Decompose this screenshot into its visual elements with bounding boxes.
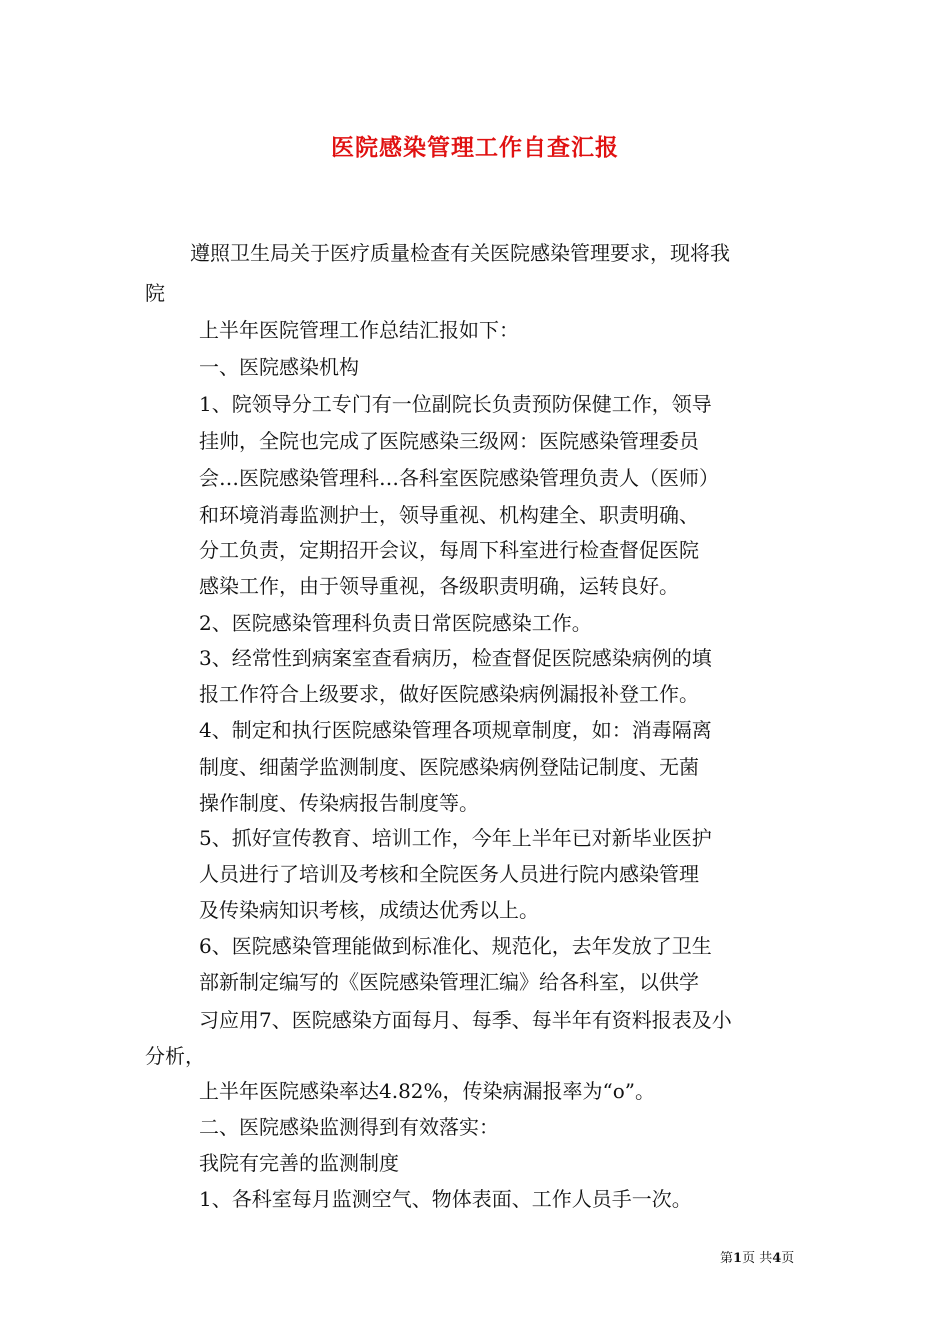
body-line: 感染工作，由于领导重视，各级职责明确，运转良好。 [199, 574, 679, 598]
body-line: 挂帅，全院也完成了医院感染三级网：医院感染管理委员 [199, 429, 699, 453]
body-line: 人员进行了培训及考核和全院医务人员进行院内感染管理 [199, 862, 699, 886]
body-line: 操作制度、传染病报告制度等。 [199, 791, 479, 815]
body-line: 会…医院感染管理科…各科室医院感染管理负责人（医师） [199, 466, 719, 490]
page-footer [720, 1250, 794, 1268]
body-line: 部新制定编写的《医院感染管理汇编》给各科室，以供学 [199, 970, 699, 994]
body-line: 及传染病知识考核，成绩达优秀以上。 [199, 898, 539, 922]
body-line: 报工作符合上级要求，做好医院感染病例漏报补登工作。 [199, 682, 699, 706]
body-line: 5、抓好宣传教育、培训工作，今年上半年已对新毕业医护 [199, 826, 712, 850]
body-line: 我院有完善的监测制度 [199, 1151, 399, 1175]
document-title: 医院感染管理工作自查汇报 [331, 134, 619, 161]
body-line: 2、医院感染管理科负责日常医院感染工作。 [199, 611, 592, 635]
body-line: 分工负责，定期招开会议，每周下科室进行检查督促医院 [199, 538, 699, 562]
body-line: 习应用7、医院感染方面每月、每季、每半年有资料报表及小 [199, 1008, 732, 1032]
body-line: 制度、细菌学监测制度、医院感染病例登陆记制度、无菌 [199, 755, 699, 779]
body-line: 1、院领导分工专门有一位副院长负责预防保健工作，领导 [199, 392, 712, 416]
body-line: 分析， [145, 1044, 205, 1068]
footer-suffix: 页 [781, 1251, 795, 1266]
body-line: 二、医院感染监测得到有效落实： [199, 1115, 499, 1139]
body-line: 一、医院感染机构 [199, 355, 359, 379]
footer-middle: 页 共 [742, 1251, 773, 1266]
footer-prefix: 第 [720, 1251, 734, 1266]
body-line: 4、制定和执行医院感染管理各项规章制度，如：消毒隔离 [199, 718, 712, 742]
body-line: 3、经常性到病案室查看病历，检查督促医院感染病例的填 [199, 646, 712, 670]
body-line: 和环境消毒监测护士，领导重视、机构建全、职责明确、 [199, 503, 699, 527]
total-pages-number: 4 [772, 1251, 782, 1266]
body-line: 6、医院感染管理能做到标准化、规范化，去年发放了卫生 [199, 934, 712, 958]
body-line: 遵照卫生局关于医疗质量检查有关医院感染管理要求，现将我 [190, 241, 730, 265]
body-line: 上半年医院感染率达4.82%，传染病漏报率为“o”。 [199, 1079, 656, 1103]
current-page-number: 1 [733, 1251, 743, 1266]
body-line: 上半年医院管理工作总结汇报如下： [199, 318, 519, 342]
body-line: 院 [145, 281, 165, 305]
body-line: 1、各科室每月监测空气、物体表面、工作人员手一次。 [199, 1187, 692, 1211]
